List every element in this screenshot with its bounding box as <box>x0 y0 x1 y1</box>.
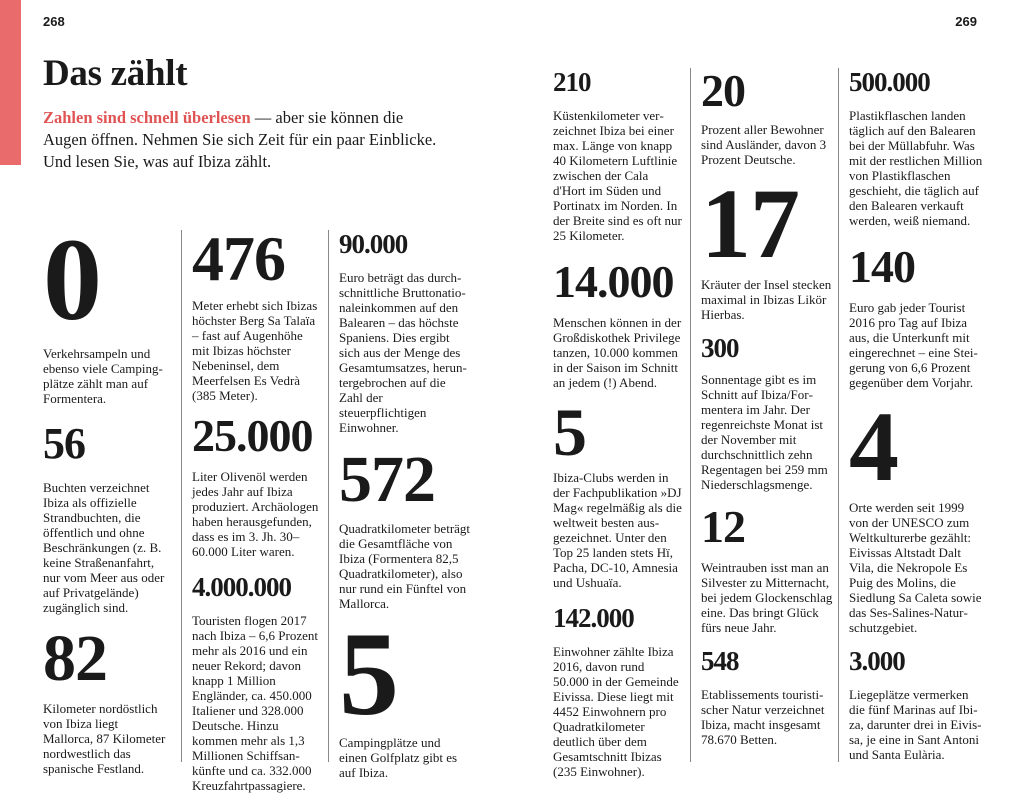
fact-5-camping <box>339 607 471 780</box>
fact-140 <box>849 241 984 390</box>
intro-lead: Zahlen sind schnell überlesen <box>43 108 251 127</box>
fact-82 <box>43 622 171 776</box>
fact-5-clubs <box>553 394 683 590</box>
fact-text: Euro beträgt das durchschnittliche Bruttonationaleinkommen auf den Balearen – das höchste Spaniens. Dies ergibt sich aus der Menge des Gesamtumsatzes, heruntergebrochen auf die Zahl der steuerpflichtigen Einwohner. <box>339 270 467 435</box>
fact-text: Liter Olivenöl werden jedes Jahr auf Ibiza produziert. Archäologen haben herausgefunden, dass es im 3. Jh. 30–60.000 Liter waren. <box>192 469 319 559</box>
fact-text: Buchten verzeichnet Ibiza als offizielle Strandbuchten, die öffentlich und ohne Beschränkungen (z. B. keine Straßenanfahrt, nur vom Meer aus oder auf Privatgelände) zugänglich sind. <box>43 480 165 615</box>
fact-number: 12 <box>701 501 745 552</box>
fact-number: 90.000 <box>339 229 408 259</box>
fact-number: 500.000 <box>849 67 930 97</box>
fact-number: 25.000 <box>192 410 313 461</box>
page-number-left: 268 <box>43 14 65 29</box>
fact-number: 82 <box>43 622 107 695</box>
fact-14000 <box>553 256 683 390</box>
fact-text: Kräuter der Insel stecken maximal in Ibizas Likör Hierbas. <box>701 277 832 322</box>
fact-number: 3.000 <box>849 646 905 676</box>
fact-number: 5 <box>553 394 586 470</box>
fact-number: 20 <box>701 65 745 116</box>
fact-17 <box>701 168 833 322</box>
fact-text: Ibiza-Clubs werden in der Fachpublikation »DJ Mag« regelmäßig als die weltweit besten ausgezeichnet. Unter den Top 25 landen stets Hï, Pacha, DC-10, Amnesia und Ushuaïa. <box>553 470 682 590</box>
fact-4 <box>849 391 984 635</box>
fact-text: Etablissements touristischer Natur verzeichnet Ibiza, macht insgesamt 78.670 Betten. <box>701 687 825 747</box>
accent-bar <box>0 0 21 165</box>
fact-text: Sonnentage gibt es im Schnitt auf Ibiza/Formentera im Jahr. Der regenreichste Monat ist der November mit durchschnittlich zehn Regentagen bei 259 mm Niederschlagsmenge. <box>701 372 828 492</box>
fact-548 <box>701 647 833 747</box>
fact-90000 <box>339 230 471 435</box>
column-6 <box>838 68 984 762</box>
column-5 <box>690 65 833 762</box>
fact-text: Küstenkilometer verzeichnet Ibiza bei einer max. Länge von knapp 40 Kilometern Luftlinie zwischen der Cala d'Hort im Süden und Portinatx im Norden. In der Breite sind es oft nur 25 Kilometer. <box>553 108 682 243</box>
fact-number: 5 <box>339 607 398 740</box>
fact-text: Verkehrsampeln und ebenso viele Campingplätze zählt man auf Formentera. <box>43 346 163 406</box>
fact-4000000 <box>192 573 320 793</box>
fact-number: 17 <box>701 168 799 279</box>
fact-300 <box>701 334 833 492</box>
intro-text <box>43 107 443 173</box>
fact-text: Menschen können in der Großdiskothek Privilege tanzen, 10.000 kommen in der Saison im Schnitt an jedem (!) Abend. <box>553 315 682 390</box>
fact-56 <box>43 419 171 615</box>
fact-text: Touristen flogen 2017 nach Ibiza – 6,6 Prozent mehr als 2016 und ein neuer Rekord; davon knapp 1 Million Engländer, ca. 450.000 Italiener und 328.000 Deutsche. Hinzu kommen mehr als 1,3 Millionen Schiffsankünfte und ca. 332.000 Kreuzfahrtpassagiere. <box>192 613 318 793</box>
column-4 <box>553 68 683 779</box>
column-3 <box>328 229 471 780</box>
fact-text: Plastikflaschen landen täglich auf den Balearen bei der Müllabfuhr. Was mit der restlichen Million von Plastikflaschen geschieht, die täglich auf den Balearen verkauft werden, weiß niemand. <box>849 108 983 228</box>
intro-body: — aber sie können die Augen öffnen. Nehmen Sie sich Zeit für ein paar Einblicke. Und lesen Sie, was auf Ibiza zählt. <box>43 108 437 171</box>
fact-text: Quadratkilometer beträgt die Gesamtfläche von Ibiza (Formentera 82,5 Quadratkilometer), also nur rund ein Fünftel von Mallorca. <box>339 521 471 611</box>
fact-20 <box>701 65 833 167</box>
fact-number: 140 <box>849 241 915 292</box>
fact-142000 <box>553 604 683 779</box>
fact-number: 56 <box>43 419 85 468</box>
fact-3000 <box>849 647 984 762</box>
fact-210 <box>553 68 683 243</box>
fact-0 <box>43 214 171 406</box>
fact-500000 <box>849 68 984 228</box>
fact-text: Meter erhebt sich Ibizas höchster Berg Sa Talaïa – fast auf Augenhöhe mit Ibizas höchster Nebeninsel, dem Meerfelsen Es Vedrà (385 Meter). <box>192 298 318 403</box>
fact-number: 14.000 <box>553 256 674 307</box>
fact-number: 572 <box>339 443 435 516</box>
fact-476 <box>192 223 320 403</box>
fact-number: 142.000 <box>553 603 634 633</box>
fact-12 <box>701 501 833 635</box>
fact-number: 548 <box>701 646 739 676</box>
fact-number: 4.000.000 <box>192 572 291 602</box>
fact-25000 <box>192 410 320 559</box>
column-1 <box>43 214 171 776</box>
fact-text: Einwohner zählte Ibiza 2016, davon rund 50.000 in der Gemeinde Eivissa. Diese liegt mit 4452 Einwohnern pro Quadratkilometer deutlich über dem Gesamtschnitt Ibizas (235 Einwohner). <box>553 644 679 779</box>
fact-number: 4 <box>849 391 898 502</box>
column-2 <box>181 223 320 793</box>
page-title: Das zählt <box>43 53 188 94</box>
fact-572 <box>339 443 471 611</box>
fact-text: Orte werden seit 1999 von der UNESCO zum Weltkulturerbe gezählt: Eivissas Altstadt Dalt Vila, die Nekropole Es Puig des Molins, die Siedlung Sa Caleta sowie das Ses-Salines-Naturschutzgebiet. <box>849 500 982 635</box>
page-number-right: 269 <box>955 14 977 29</box>
fact-text: Prozent aller Bewohner sind Ausländer, davon 3 Prozent Deutsche. <box>701 122 827 167</box>
fact-text: Kilometer nordöstlich von Ibiza liegt Mallorca, 87 Kilometer nordwestlich das spanische Festland. <box>43 701 166 776</box>
fact-number: 0 <box>43 214 99 345</box>
fact-number: 300 <box>701 333 739 363</box>
fact-text: Liegeplätze vermerken die fünf Marinas auf Ibiza, darunter drei in Eivissa, je eine in Sant Antoni und Santa Eulària. <box>849 687 982 762</box>
fact-text: Campingplätze und einen Golfplatz gibt es auf Ibiza. <box>339 735 458 780</box>
fact-text: Weintrauben isst man an Silvester zu Mitternacht, bei jedem Glockenschlag eine. Das bringt Glück fürs neue Jahr. <box>701 560 833 635</box>
fact-number: 476 <box>192 223 285 294</box>
fact-text: Euro gab jeder Tourist 2016 pro Tag auf Ibiza aus, die Unterkunft mit eingerechnet – eine Steigerung von 6,6 Prozent gegenüber dem Vorjahr. <box>849 300 978 390</box>
fact-number: 210 <box>553 67 591 97</box>
